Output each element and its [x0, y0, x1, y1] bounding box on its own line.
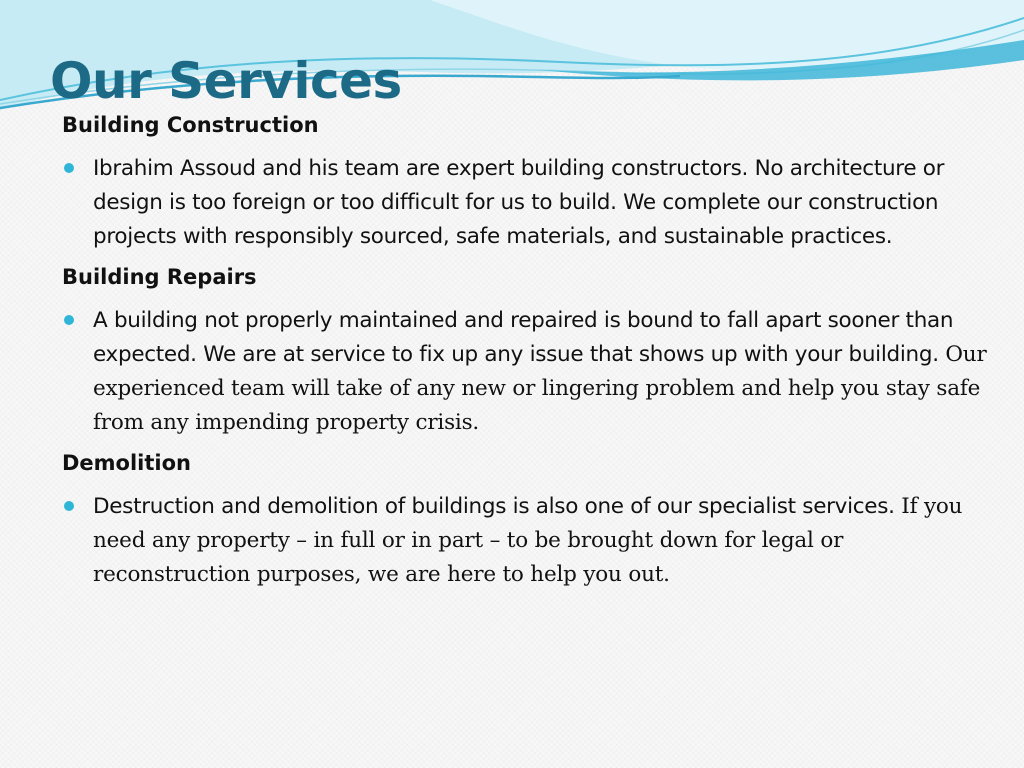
bullet-demolition — [62, 490, 992, 592]
bullet-building-repairs — [62, 304, 992, 440]
bullet-dot-icon — [64, 315, 74, 325]
paragraph-building-construction: Ibrahim Assoud and his team are expert building constructors. No architecture or design is too foreign or too difficult for us to build. We complete our construction projects with responsibly sourced, safe materials, and sustainable practices. — [93, 156, 945, 249]
paragraph-building-repairs: A building not properly maintained and repaired is bound to fall apart sooner than expected. We are at service to fix up any issue that shows up with your building. Our experienced team will take of any new or lingering problem and help you stay safe from any impending property crisis. — [93, 308, 987, 435]
bullet-dot-icon — [64, 501, 74, 511]
paragraph-demolition: Destruction and demolition of buildings is also one of our specialist services. If you need any property – in full or in part – to be brought down for legal or reconstruction purposes, we are here to help you out. — [93, 494, 963, 587]
section-heading-building-construction: Building Construction — [62, 113, 319, 137]
bullet-dot-icon — [64, 163, 74, 173]
services-content — [62, 112, 992, 602]
page-title: Our Services — [50, 52, 402, 110]
bullet-building-construction — [62, 152, 992, 254]
section-heading-building-repairs: Building Repairs — [62, 265, 257, 289]
section-heading-demolition: Demolition — [62, 451, 191, 475]
